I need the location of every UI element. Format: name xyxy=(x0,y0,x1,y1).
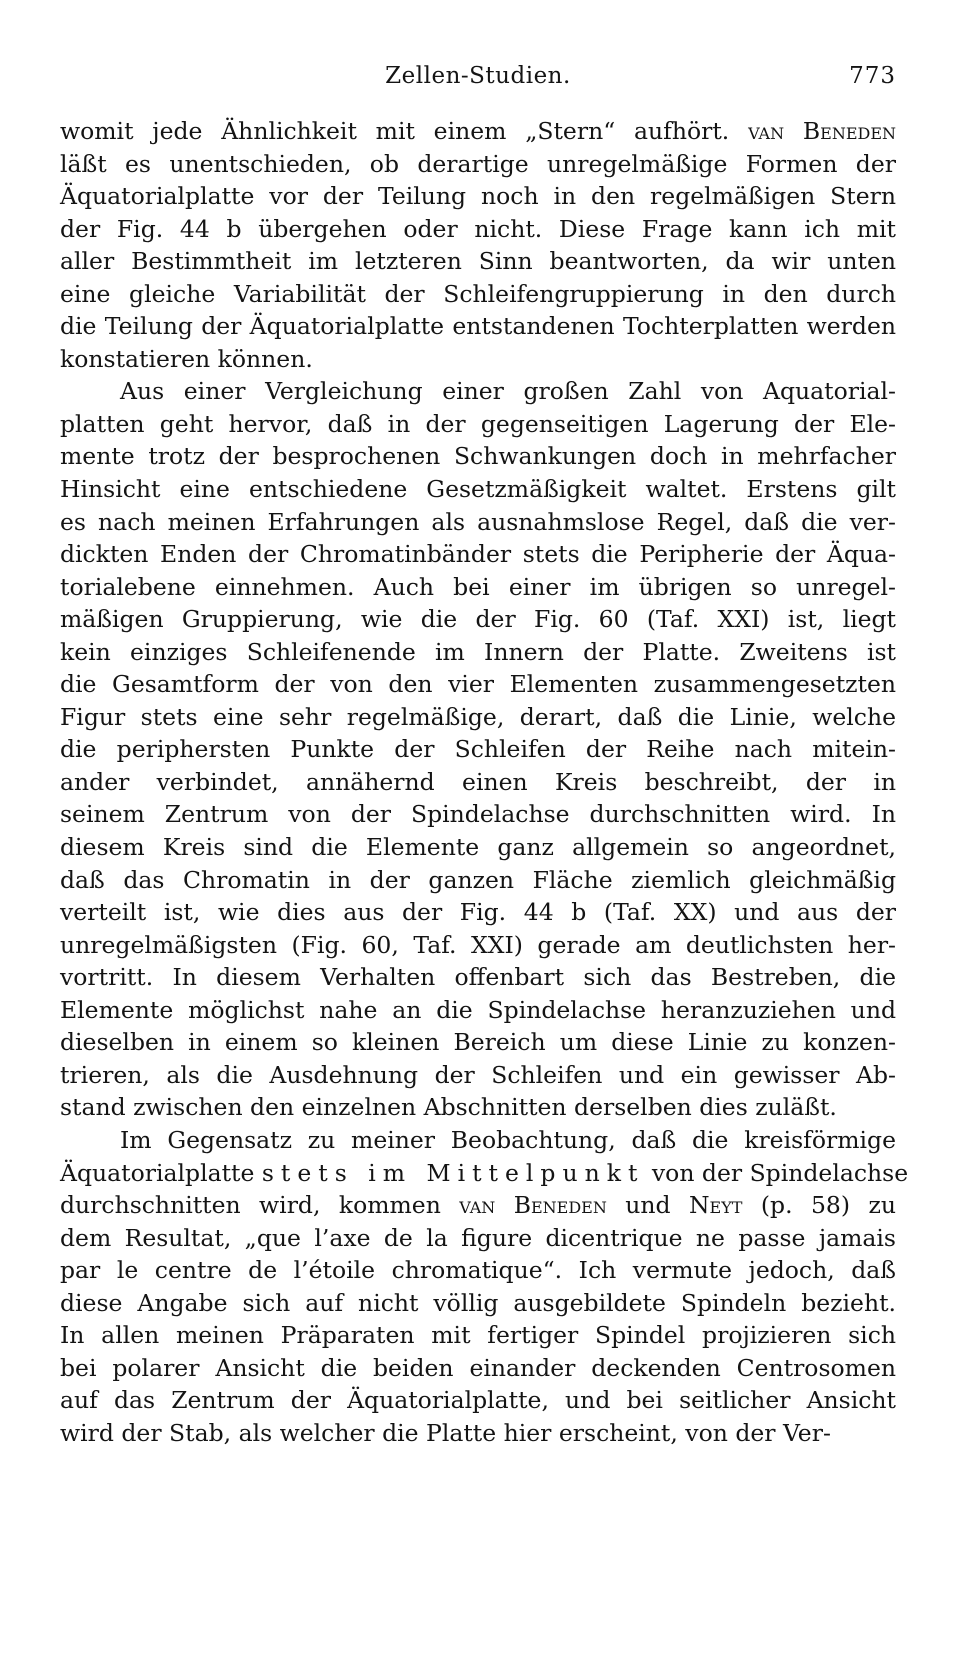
text-line: die Teilung der Äquatorialplatte entstandenen Tochterplatten werden xyxy=(60,312,896,341)
text-line: wird der Stab, als welcher die Platte hier erscheint, von der Ver- xyxy=(60,1418,831,1447)
text-line: mäßigen Gruppierung, wie die der Fig. 60 (Taf. XXI) ist, liegt xyxy=(60,605,896,634)
text-line: ander verbindet, annähernd einen Kreis beschreibt, der in xyxy=(60,767,896,796)
text-line: Äquatorialplatte stets im Mittelpunkt von der Spindelachse xyxy=(60,1158,909,1187)
text-line: dieselben in einem so kleinen Bereich um diese Linie zu konzen- xyxy=(60,1028,896,1057)
text-line: vortritt. In diesem Verhalten offenbart sich das Bestreben, die xyxy=(60,963,896,992)
text-line: eine gleiche Variabilität der Schleifengruppierung in den durch xyxy=(60,279,896,308)
text-line: dem Resultat, „que l’axe de la figure dicentrique ne passe jamais xyxy=(60,1223,896,1252)
text-line: auf das Zentrum der Äquatorialplatte, und bei seitlicher Ansicht xyxy=(60,1386,896,1415)
author-name: van Beneden xyxy=(748,117,897,145)
text-line: womit jede Ähnlichkeit mit einem „Stern“ aufhört. van Beneden xyxy=(60,117,897,145)
text-line: trieren, als die Ausdehnung der Schleifen und ein gewisser Ab- xyxy=(60,1060,896,1089)
author-name: van Beneden xyxy=(459,1191,607,1220)
text-line: par le centre de l’étoile chromatique“. Ich vermute jedoch, daß xyxy=(60,1256,896,1285)
text-line: bei polarer Ansicht die beiden einander deckenden Centrosomen xyxy=(60,1353,896,1382)
body-text xyxy=(60,115,909,1449)
text-line: Im Gegensatz zu meiner Beobachtung, daß die kreisförmige xyxy=(120,1125,896,1154)
text-line: läßt es unentschieden, ob derartige unregelmäßige Formen der xyxy=(60,149,896,178)
text-line: diesem Kreis sind die Elemente ganz allgemein so angeordnet, xyxy=(60,833,896,862)
text-line: die periphersten Punkte der Schleifen der Reihe nach mitein- xyxy=(60,735,896,764)
text-line: diese Angabe sich auf nicht völlig ausgebildete Spindeln bezieht. xyxy=(60,1288,896,1317)
text-line: Figur stets eine sehr regelmäßige, derart, daß die Linie, welche xyxy=(60,702,896,731)
text-line: stand zwischen den einzelnen Abschnitten derselben dies zuläßt. xyxy=(60,1093,837,1122)
text-line: Elemente möglichst nahe an die Spindelachse heranzuziehen und xyxy=(60,995,896,1024)
emphasized-text: stets im Mittelpunkt xyxy=(261,1158,645,1187)
page-number: 773 xyxy=(849,63,896,89)
text-line: durchschnitten wird, kommen van Beneden und Neyt (p. 58) zu xyxy=(60,1191,896,1220)
text-line: platten geht hervor, daß in der gegenseitigen Lagerung der Ele- xyxy=(60,409,896,438)
text-line: kein einziges Schleifenende im Innern der Platte. Zweitens ist xyxy=(60,637,896,666)
text-line: dickten Enden der Chromatinbänder stets die Peripherie der Äqua- xyxy=(60,540,896,569)
text-line: Hinsicht eine entschiedene Gesetzmäßigkeit waltet. Erstens gilt xyxy=(60,475,896,504)
text-line: unregelmäßigsten (Fig. 60, Taf. XXI) gerade am deutlichsten her- xyxy=(60,930,896,959)
author-name: Neyt xyxy=(688,1191,743,1220)
paragraph xyxy=(60,115,896,375)
text-line: der Fig. 44 b übergehen oder nicht. Diese Frage kann ich mit xyxy=(60,214,896,243)
text-line: verteilt ist, wie dies aus der Fig. 44 b (Taf. XX) und aus der xyxy=(60,898,896,927)
running-head xyxy=(60,58,896,94)
text-line: konstatieren können. xyxy=(60,344,313,373)
text-line: Äquatorialplatte vor der Teilung noch in den regelmäßigen Stern xyxy=(60,182,896,211)
text-line: torialebene einnehmen. Auch bei einer im übrigen so unregel- xyxy=(60,572,896,601)
paragraph xyxy=(60,375,896,1124)
text-line: aller Bestimmtheit im letzteren Sinn beantworten, da wir unten xyxy=(60,247,896,276)
running-title: Zellen-Studien. xyxy=(385,63,571,89)
text-line: In allen meinen Präparaten mit fertiger Spindel projizieren sich xyxy=(60,1321,896,1350)
text-line: Aus einer Vergleichung einer großen Zahl von Aquatorial- xyxy=(120,377,896,406)
text-line: mente trotz der besprochenen Schwankungen doch in mehrfacher xyxy=(60,442,896,471)
text-line: die Gesamtform der von den vier Elementen zusammengesetzten xyxy=(60,670,896,699)
text-line: es nach meinen Erfahrungen als ausnahmslose Regel, daß die ver- xyxy=(60,507,896,536)
text-line: daß das Chromatin in der ganzen Fläche ziemlich gleichmäßig xyxy=(60,865,896,894)
paragraph xyxy=(60,1124,909,1449)
text-line: seinem Zentrum von der Spindelachse durchschnitten wird. In xyxy=(60,800,896,829)
